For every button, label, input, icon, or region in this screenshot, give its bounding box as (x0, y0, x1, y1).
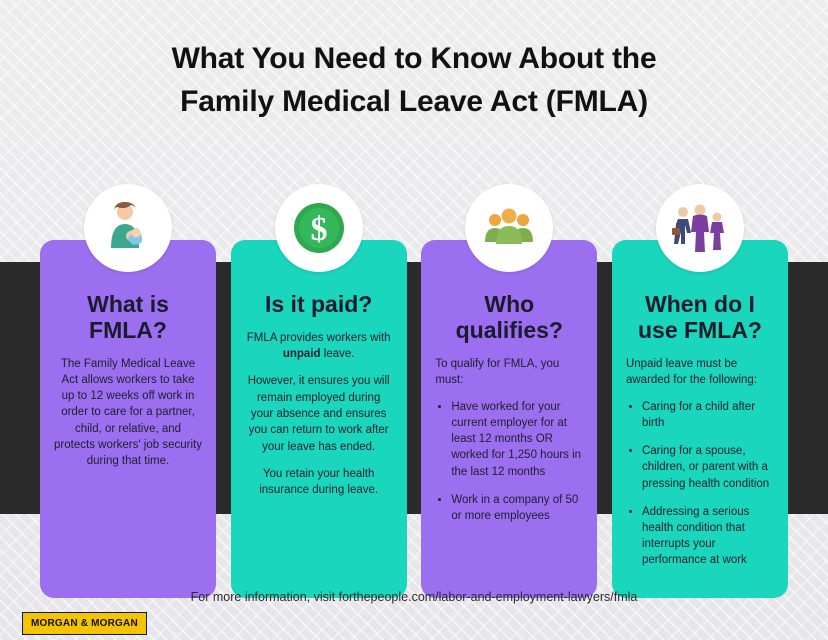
card-body (245, 330, 393, 499)
list-item: • Caring for a child after birth (642, 399, 774, 431)
list-item: • Work in a company of 50 or more employees (451, 492, 583, 524)
group-of-people-icon (465, 184, 553, 272)
card-body (626, 356, 774, 569)
paragraph-text-part-2: leave. (320, 348, 355, 361)
list-item: • Caring for a spouse, children, or parent with a pressing health condition (642, 443, 774, 491)
card-title: When do I use FMLA? (637, 291, 762, 343)
card-when-do-i-use-fmla (612, 240, 788, 598)
card-bullet-list (642, 399, 774, 568)
mother-and-baby-icon (84, 184, 172, 272)
card-paragraph: Unpaid leave must be awarded for the following: (625, 357, 758, 386)
card-who-qualifies (421, 240, 597, 598)
card-paragraph: However, it ensures you will remain employed during your absence and ensures you can return to work after your leave has ended. (247, 375, 390, 453)
card-body (54, 356, 202, 470)
dollar-coin-icon (275, 184, 363, 272)
card-bullet-list (451, 399, 583, 524)
morgan-and-morgan-logo: MORGAN & MORGAN (22, 612, 147, 635)
bold-unpaid: unpaid (282, 348, 321, 361)
card-paragraph: You retain your health insurance during leave. (259, 468, 379, 497)
svg-text:$: $ (310, 211, 328, 248)
card-title: What is FMLA? (87, 291, 169, 343)
list-item: • Addressing a serious health condition that interrupts your performance at work (642, 504, 774, 568)
card-is-it-paid (231, 211, 407, 598)
family-walking-icon (656, 184, 744, 272)
paragraph-text-part-1: FMLA provides workers with (246, 331, 391, 344)
card-row (40, 211, 788, 598)
card-paragraph: To qualify for FMLA, you must: (435, 357, 560, 386)
card-title: Is it paid? (264, 291, 373, 317)
title-line-1: What You Need to Know About the (171, 42, 657, 75)
footer-note: For more information, visit forthepeople.com/labor-and-employment-lawyers/fmla (190, 590, 638, 604)
card-what-is-fmla (40, 240, 216, 598)
page-title (0, 38, 828, 123)
card-body (435, 356, 583, 524)
list-item: • Have worked for your current employer for at least 12 months OR worked for 1,250 hours in the last 12 months (451, 399, 583, 479)
card-paragraph: The Family Medical Leave Act allows workers to take up to 12 weeks off work in order to care for a partner, child, or relative, and protects workers' job security during that time. (54, 357, 202, 468)
card-title: Who qualifies? (455, 291, 563, 343)
card-paragraph (245, 330, 393, 363)
title-line-2: Family Medical Leave Act (FMLA) (180, 84, 648, 118)
